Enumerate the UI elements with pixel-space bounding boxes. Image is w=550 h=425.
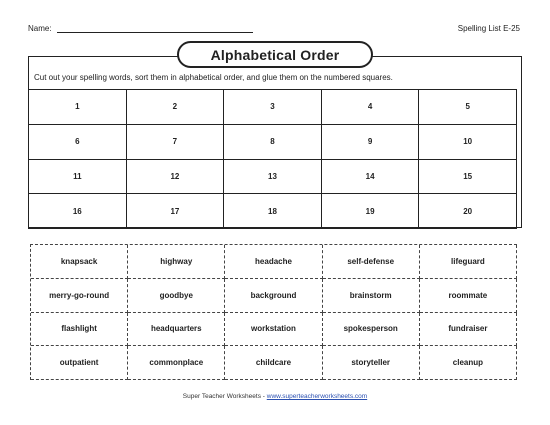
word-card[interactable]: merry-go-round [31, 279, 128, 313]
word-card[interactable]: cleanup [420, 346, 517, 380]
instructions: Cut out your spelling words, sort them in alphabetical order, and glue them on the numbered squares. [34, 73, 393, 82]
numbered-square: 4 [322, 90, 420, 125]
word-card[interactable]: background [225, 279, 322, 313]
word-card[interactable]: self-defense [323, 245, 420, 279]
word-card[interactable]: spokesperson [323, 313, 420, 347]
spelling-list-id: Spelling List E-25 [457, 24, 520, 33]
footer-link[interactable]: www.superteacherworksheets.com [266, 393, 368, 400]
numbered-square: 10 [419, 125, 517, 160]
footer [0, 393, 550, 400]
numbered-square: 1 [29, 90, 127, 125]
numbered-square: 7 [127, 125, 225, 160]
word-card[interactable]: knapsack [31, 245, 128, 279]
word-card[interactable]: lifeguard [420, 245, 517, 279]
word-card[interactable]: commonplace [128, 346, 225, 380]
word-card[interactable]: outpatient [31, 346, 128, 380]
cut-out-words-grid [30, 244, 517, 380]
numbered-square: 9 [322, 125, 420, 160]
name-line[interactable] [57, 24, 253, 33]
numbered-square: 2 [127, 90, 225, 125]
word-card[interactable]: fundraiser [420, 313, 517, 347]
word-card[interactable]: headache [225, 245, 322, 279]
word-card[interactable]: roommate [420, 279, 517, 313]
numbered-square: 13 [224, 160, 322, 195]
numbered-square: 6 [29, 125, 127, 160]
numbered-square: 3 [224, 90, 322, 125]
name-field-row [28, 24, 253, 33]
numbered-square: 14 [322, 160, 420, 195]
numbered-square: 11 [29, 160, 127, 195]
numbered-square: 15 [419, 160, 517, 195]
numbered-square: 18 [224, 194, 322, 229]
numbered-square: 17 [127, 194, 225, 229]
word-card[interactable]: childcare [225, 346, 322, 380]
numbered-square: 20 [419, 194, 517, 229]
word-card[interactable]: flashlight [31, 313, 128, 347]
word-card[interactable]: workstation [225, 313, 322, 347]
word-card[interactable]: headquarters [128, 313, 225, 347]
word-card[interactable]: goodbye [128, 279, 225, 313]
footer-text: Super Teacher Worksheets - [182, 393, 267, 400]
word-card[interactable]: brainstorm [323, 279, 420, 313]
word-card[interactable]: highway [128, 245, 225, 279]
numbered-square: 16 [29, 194, 127, 229]
numbered-square: 19 [322, 194, 420, 229]
numbered-squares-grid [28, 89, 517, 229]
numbered-square: 5 [419, 90, 517, 125]
name-label: Name: [28, 24, 52, 33]
numbered-square: 8 [224, 125, 322, 160]
page-title: Alphabetical Order [177, 41, 373, 68]
numbered-square: 12 [127, 160, 225, 195]
word-card[interactable]: storyteller [323, 346, 420, 380]
